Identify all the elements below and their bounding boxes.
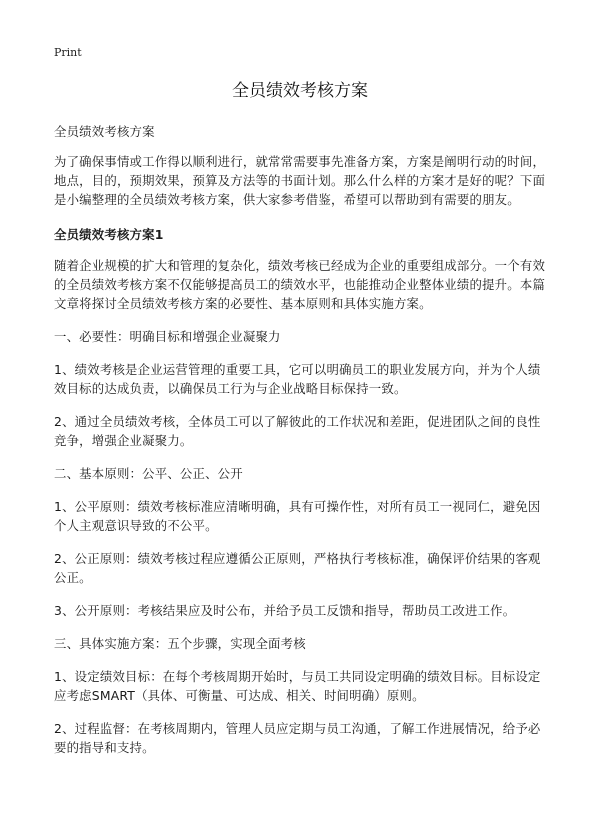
section1-item-2: 2、通过全员绩效考核，全体员工可以了解彼此的工作状况和差距，促进团队之间的良性竞争，增强企业凝聚力。 [54,414,541,448]
page-title: 全员绩效考核方案 [232,81,368,101]
section1-item-1: 1、绩效考核是企业运营管理的重要工具，它可以明确员工的职业发展方向，并为个人绩效目标的达成负责，以确保员工行为与企业战略目标保持一致。 [54,362,541,396]
print-label: Print [54,46,82,59]
intro-paragraph: 为了确保事情或工作得以顺利进行，就常常需要事先准备方案，方案是阐明行动的时间，地点，目的，预期效果，预算及方法等的书面计划。那么什么样的方案才是好的呢？下面是小编整理的全员绩效考核方案，供大家参考借鉴，希望可以帮助到有需要的朋友。 [54,154,546,207]
section2-item-3: 3、公开原则：考核结果应及时公布，并给予员工反馈和指导，帮助员工改进工作。 [54,603,516,618]
plan1-heading: 全员绩效考核方案1 [54,227,164,242]
document-subtitle: 全员绩效考核方案 [54,124,155,139]
plan1-intro-paragraph: 随着企业规模的扩大和管理的复杂化，绩效考核已经成为企业的重要组成部分。一个有效的全员绩效考核方案不仅能够提高员工的绩效水平，也能推动企业整体业绩的提升。本篇文章将探讨全员绩效考核方案的必要性、基本原则和具体实施方案。 [54,258,546,311]
section1-heading: 一、必要性：明确目标和增强企业凝聚力 [54,329,281,344]
section3-heading: 三、具体实施方案：五个步骤，实现全面考核 [54,636,306,651]
section2-item-2: 2、公正原则：绩效考核过程应遵循公正原则，严格执行考核标准，确保评价结果的客观公正。 [54,551,541,585]
document-body [54,122,550,771]
section3-item-2: 2、过程监督：在考核周期内，管理人员应定期与员工沟通，了解工作进展情况，给予必要的指导和支持。 [54,721,541,755]
section2-item-1: 1、公平原则：绩效考核标准应清晰明确，具有可操作性，对所有员工一视同仁，避免因个人主观意识导致的不公平。 [54,499,541,533]
section2-heading: 二、基本原则：公平、公正、公开 [54,466,243,481]
section3-item-1: 1、设定绩效目标：在每个考核周期开始时，与员工共同设定明确的绩效目标。目标设定应考虑SMART（具体、可衡量、可达成、相关、时间明确）原则。 [54,669,541,703]
